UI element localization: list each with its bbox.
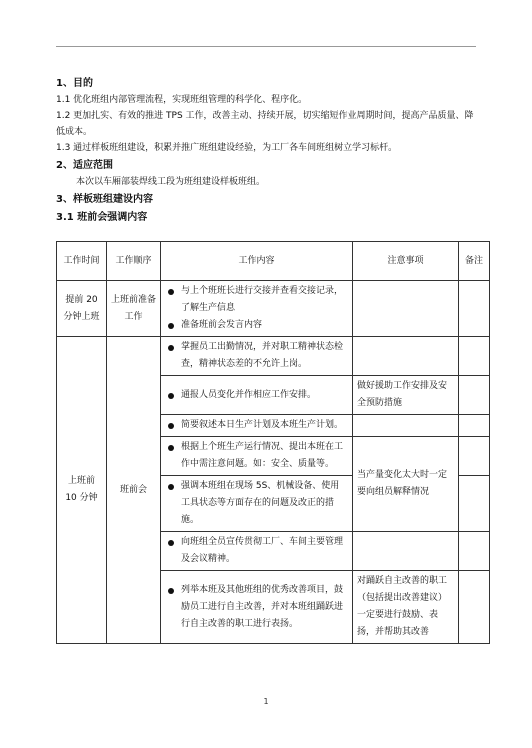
group2-content-3: [161, 415, 353, 437]
group2-remark-7: [459, 571, 490, 644]
meeting-content-table: [56, 241, 490, 644]
list-item: 掌握员工出勤情况，并对职工精神状态检查，精神状态差的不允许上岗。: [165, 339, 348, 373]
group2-content-1: [161, 337, 353, 376]
header-work-order: 工作顺序: [107, 242, 161, 281]
group2-note-6: [353, 532, 459, 571]
group2-note-7: 对踊跃自主改善的职工（包括提出改善建议）一定要进行鼓励、表扬，并帮助其改善: [353, 571, 459, 644]
section-1-item-2: 1.2 更加扎实、有效的推进 TPS 工作，改善主动、持续开展，切实缩短作业周期时间，提高产品质量、降低成本。: [56, 111, 474, 137]
list-item: 根据上个班生产运行情况、提出本班在工作中需注意问题。如：安全、质量等。: [165, 439, 348, 473]
group2-content-2: [161, 376, 353, 415]
document-body: [56, 76, 476, 226]
section-1-title: 1、目的: [56, 78, 93, 89]
page-number: 1: [263, 697, 269, 706]
group2-order: 班前会: [107, 337, 161, 644]
header-remarks: 备注: [459, 242, 490, 281]
group2-content-7: [161, 571, 353, 644]
table-row: [57, 337, 490, 376]
header-work-time: 工作时间: [57, 242, 107, 281]
list-item: 强调本班组在现场 5S、机械设备、使用工具状态等方面存在的问题及改正的措施。: [165, 478, 348, 529]
list-item: 通报人员变化并作相应工作安排。: [165, 387, 348, 404]
group2-note-1: [353, 337, 459, 376]
group2-remark-3: [459, 415, 490, 437]
group2-remark-2: [459, 376, 490, 415]
section-2-title: 2、适应范围: [56, 160, 113, 171]
group2-content-4: [161, 437, 353, 476]
group2-time: 上班前 10 分钟: [57, 337, 107, 644]
group2-note-4: 当产量变化太大时一定要向组员解释情况: [353, 437, 459, 532]
section-1-item-1: 1.1 优化班组内部管理流程，实现班组管理的科学化、程序化。: [56, 95, 308, 105]
group1-remark: [459, 281, 490, 337]
group2-note-3: [353, 415, 459, 437]
header-notes: 注意事项: [353, 242, 459, 281]
group1-time: 提前 20 分钟上班: [57, 281, 107, 337]
group2-content-5: [161, 476, 353, 532]
group1-note: [353, 281, 459, 337]
group2-remark-4: [459, 437, 490, 476]
header-work-content: 工作内容: [161, 242, 353, 281]
table-header-row: [57, 242, 490, 281]
section-1-item-3: 1.3 通过样板班组建设，积累并推广班组建设经验，为工厂各车间班组树立学习标杆。: [56, 143, 398, 153]
list-item: 准备班前会发言内容: [165, 317, 348, 334]
list-item: 简要叙述本日生产计划及本班生产计划。: [165, 417, 348, 434]
section-3-title: 3、样板班组建设内容: [56, 194, 153, 205]
group2-note-2: 做好援助工作安排及安全预防措施: [353, 376, 459, 415]
group1-content: [161, 281, 353, 337]
group1-order: 上班前准备工作: [107, 281, 161, 337]
group2-remark-1: [459, 337, 490, 376]
group2-remark-5: [459, 476, 490, 532]
table-row: [57, 281, 490, 337]
list-item: 列举本班及其他班组的优秀改善项目，鼓励员工进行自主改善，并对本班组踊跃进行自主改善的职工进行表扬。: [165, 582, 348, 633]
section-3-1-title: 3.1 班前会强调内容: [56, 212, 148, 223]
section-2-text: 本次以车厢部装焊线工段为班组建设样板班组。: [76, 177, 266, 187]
list-item: 与上个班班长进行交接并查看交接记录，了解生产信息: [165, 283, 348, 317]
header-rule: [56, 46, 476, 47]
list-item: 向班组全员宣传贯彻工厂、车间主要管理及会议精神。: [165, 534, 348, 568]
group2-remark-6: [459, 532, 490, 571]
group2-content-6: [161, 532, 353, 571]
